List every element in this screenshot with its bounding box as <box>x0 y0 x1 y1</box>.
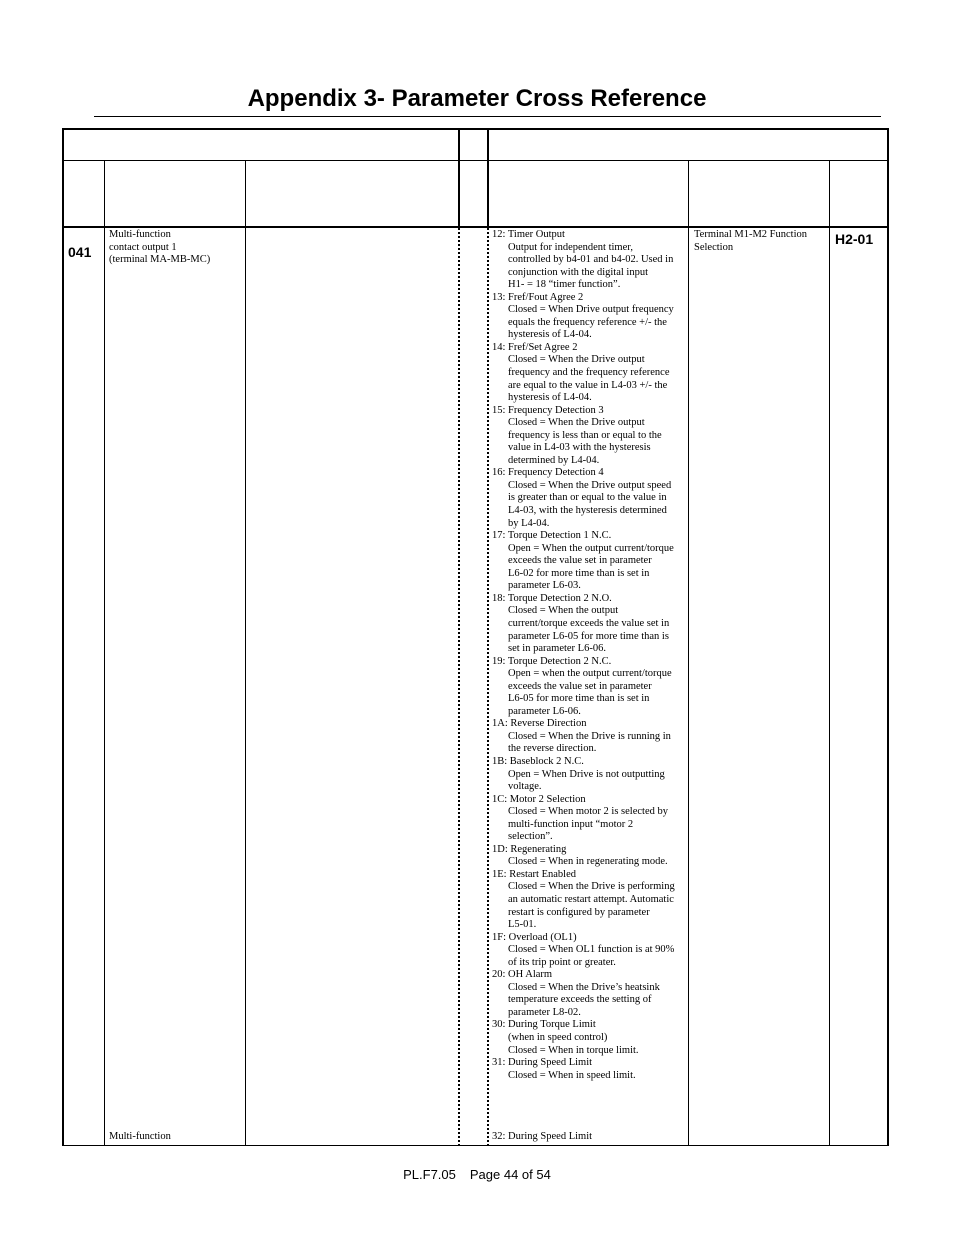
description-line: determined by L4-04. <box>508 454 600 466</box>
description-line: 12: Timer Output <box>492 229 565 240</box>
description-line: exceeds the value set in parameter <box>508 555 652 567</box>
separator-left-dotted <box>458 228 460 1146</box>
description-line: by L4-04. <box>508 517 550 529</box>
col-divider-3 <box>688 160 689 1146</box>
description-line: Closed = When OL1 function is at 90% <box>508 944 675 956</box>
setting-description <box>492 229 686 1082</box>
description-line: 31: During Speed Limit <box>492 1057 593 1069</box>
description-line: frequency is less than or equal to the <box>508 429 662 441</box>
description-line: 1D: Regenerating <box>492 843 567 855</box>
next-g5-function-name: Multi-function <box>109 1131 171 1142</box>
description-line: Closed = When Drive output frequency <box>508 304 674 316</box>
separator-left-solid <box>458 128 460 228</box>
page-title: Appendix 3- Parameter Cross Reference <box>247 85 707 112</box>
description-line: 1A: Reverse Direction <box>492 718 587 730</box>
description-line: 30: During Torque Limit <box>492 1019 596 1031</box>
description-line: 19: Torque Detection 2 N.C. <box>492 655 612 667</box>
description-line: conjunction with the digital input <box>508 266 648 278</box>
g5-function-name: Multi-function contact output 1 (terminal MA-MB-MC) <box>109 229 211 266</box>
description-line: 14: Fref/Set Agree 2 <box>492 341 578 353</box>
description-line: hysteresis of L4-04. <box>508 329 592 341</box>
description-line: 1F: Overload (OL1) <box>492 931 577 943</box>
description-line: Open = when the output current/torque <box>508 668 672 680</box>
description-line: restart is configured by parameter <box>508 906 650 918</box>
description-line: Closed = When the output <box>508 605 619 617</box>
description-line: Closed = When the Drive output <box>508 354 645 366</box>
description-line: equals the frequency reference +/- the <box>508 316 667 328</box>
description-line: Closed = When the Drive is running in <box>508 730 671 742</box>
description-line: Closed = When the Drive output speed <box>508 479 672 491</box>
description-line: frequency and the frequency reference <box>508 367 670 379</box>
description-line: 13: Fref/Fout Agree 2 <box>492 291 584 303</box>
col-divider-1 <box>104 160 105 1146</box>
description-line: is greater than or equal to the value in <box>508 492 667 504</box>
description-line: exceeds the value set in parameter <box>508 680 652 692</box>
description-line: selection”. <box>508 831 553 843</box>
description-line: 20: OH Alarm <box>492 969 553 981</box>
f7-function-name: Terminal M1-M2 Function Selection <box>694 229 808 253</box>
description-line: (when in speed control) <box>508 1032 608 1043</box>
description-line: Closed = When in speed limit. <box>508 1069 636 1081</box>
description-line: Closed = When the Drive is performing <box>508 881 675 893</box>
description-line: Closed = When motor 2 is selected by <box>508 806 668 818</box>
description-line: H1- = 18 “timer function”. <box>508 279 621 291</box>
footer-document-id: PL.F7.05 <box>403 1167 456 1182</box>
description-line: voltage. <box>508 781 542 793</box>
description-line: 16: Frequency Detection 4 <box>492 467 604 479</box>
description-line: current/torque exceeds the value set in <box>508 617 670 629</box>
description-line: 17: Torque Detection 1 N.C. <box>492 530 612 542</box>
col-divider-4 <box>829 160 830 1146</box>
description-line: temperature exceeds the setting of <box>508 994 652 1006</box>
description-line: Closed = When in regenerating mode. <box>508 856 668 868</box>
description-line: 1C: Motor 2 Selection <box>492 793 586 805</box>
description-line: parameter L8-02. <box>508 1006 581 1018</box>
description-line: L5-01. <box>508 919 537 931</box>
footer-page-number: Page 44 of 54 <box>469 1167 551 1182</box>
header-divider-top <box>62 160 888 161</box>
description-line: parameter L6-05 for more time than is <box>508 630 669 642</box>
description-line: Open = When the output current/torque <box>508 542 674 554</box>
description-line: are equal to the value in L4-03 +/- the <box>508 379 668 391</box>
description-line: controlled by b4-01 and b4-02. Used in <box>508 254 674 266</box>
description-line: L6-05 for more time than is set in <box>508 693 650 705</box>
description-line: 18: Torque Detection 2 N.O. <box>492 592 612 604</box>
description-line: Closed = When the Drive output <box>508 417 645 429</box>
table-left-border <box>62 128 64 1146</box>
description-line: L6-02 for more time than is set in <box>508 567 650 579</box>
description-line: multi-function input “motor 2 <box>508 818 634 830</box>
description-line: Closed = When the Drive’s heatsink <box>508 981 660 993</box>
page-footer <box>0 1167 954 1183</box>
description-line: of its trip point or greater. <box>508 956 616 968</box>
description-line: 1E: Restart Enabled <box>492 868 576 880</box>
table-right-border <box>887 128 889 1146</box>
g5-parameter-number: 041 <box>68 244 92 260</box>
description-line: Open = When Drive is not outputting <box>508 768 665 780</box>
description-line: 1B: Baseblock 2 N.C. <box>492 755 584 767</box>
next-setting-description: 32: During Speed Limit <box>492 1131 593 1142</box>
header-bottom-border <box>62 226 888 228</box>
table-bottom-border <box>62 1145 888 1146</box>
description-line: parameter L6-03. <box>508 580 581 592</box>
description-line: parameter L6-06. <box>508 705 581 717</box>
table-top-border <box>62 128 888 130</box>
description-line: L4-03, with the hysteresis determined <box>508 505 667 517</box>
title-underline <box>94 116 881 117</box>
description-line: value in L4-03 with the hysteresis <box>508 442 651 454</box>
description-line: Closed = When in torque limit. <box>508 1044 639 1056</box>
description-line: hysteresis of L4-04. <box>508 392 592 404</box>
description-line: 15: Frequency Detection 3 <box>492 404 604 416</box>
description-line: Output for independent timer, <box>508 241 633 253</box>
description-line: set in parameter L6-06. <box>508 643 606 655</box>
description-line: the reverse direction. <box>508 743 597 755</box>
separator-right-solid <box>487 128 489 228</box>
f7-parameter-number: H2-01 <box>835 231 874 247</box>
separator-right-dotted <box>487 228 489 1146</box>
col-divider-2 <box>245 160 246 1146</box>
description-line: an automatic restart attempt. Automatic <box>508 893 674 905</box>
